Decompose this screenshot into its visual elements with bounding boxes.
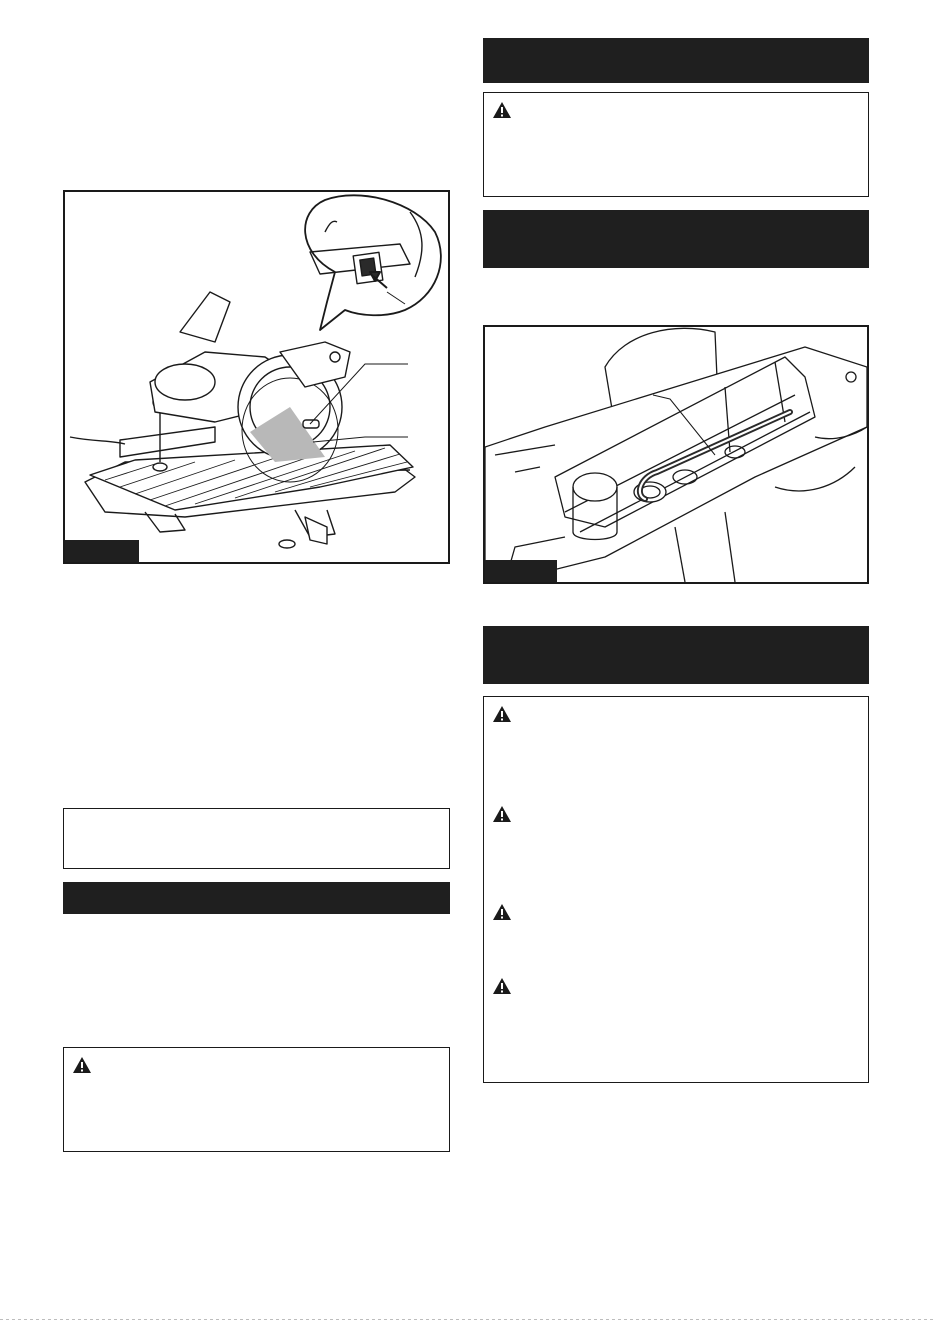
section-heading-left	[63, 882, 450, 914]
warning-triangle-icon	[492, 903, 512, 921]
warning-triangle-icon	[492, 977, 512, 995]
section-heading-right-lower	[483, 626, 869, 684]
page-bottom-rule	[0, 1319, 933, 1320]
warning-box-left	[63, 1047, 450, 1152]
hex-wrench-illustration	[485, 327, 867, 582]
figure-1-label	[65, 540, 139, 562]
figure-1-miter-saw	[63, 190, 450, 564]
warning-triangle-icon	[492, 805, 512, 823]
figure-2-label	[485, 560, 557, 582]
figure-2-hex-wrench-storage	[483, 325, 869, 584]
section-heading-right-mid	[483, 210, 869, 268]
warning-triangle-icon	[72, 1056, 92, 1074]
warning-triangle-icon	[492, 101, 512, 119]
note-box-left	[63, 808, 450, 869]
section-heading-right-top	[483, 38, 869, 83]
warning-box-right-top	[483, 92, 869, 197]
warning-box-right-lower	[483, 696, 869, 1083]
warning-triangle-icon	[492, 705, 512, 723]
miter-saw-illustration	[65, 192, 448, 562]
